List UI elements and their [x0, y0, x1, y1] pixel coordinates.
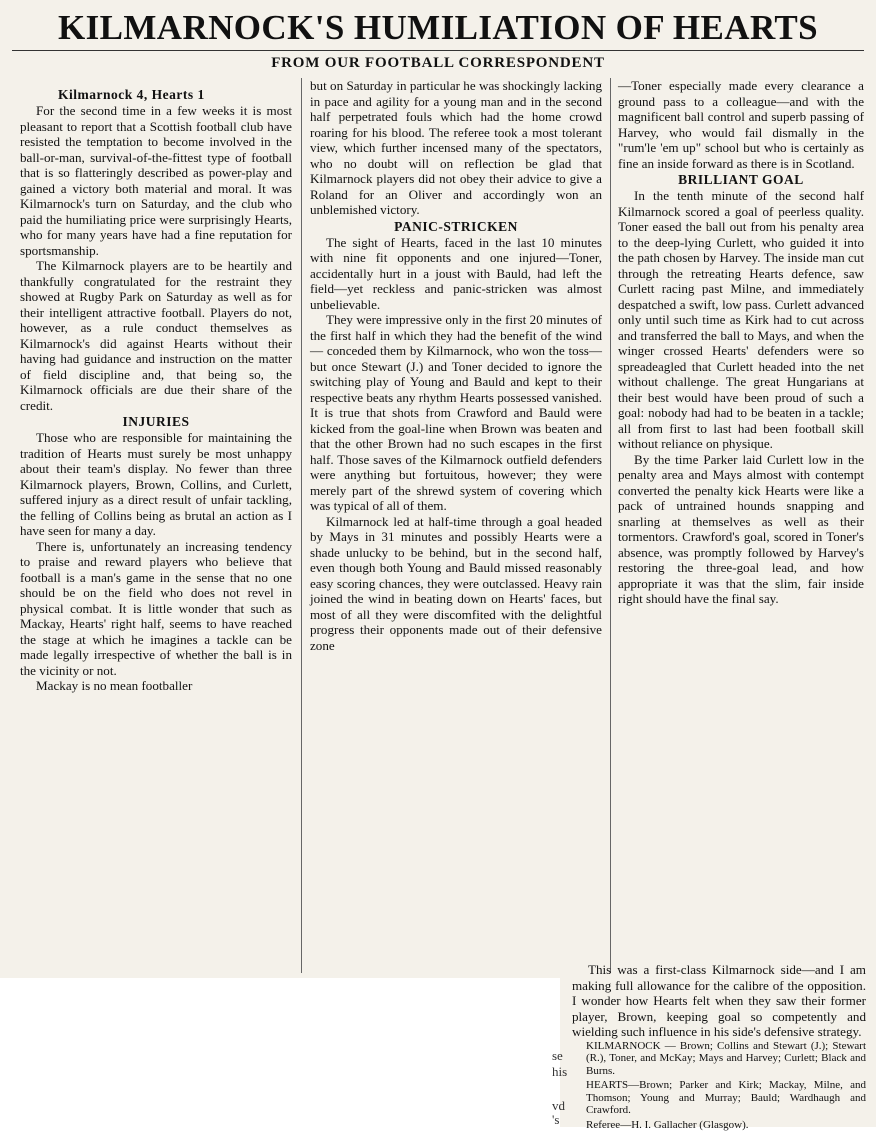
referee-line: Referee—H. I. Gallacher (Glasgow). — [572, 1119, 866, 1131]
margin-fragment: vd — [552, 1098, 566, 1114]
subheading-brilliant-goal: BRILLIANT GOAL — [618, 171, 864, 188]
paragraph: For the second time in a few weeks it is most pleasant to report that a Scottish football club have resisted the temptation to become involved in the ball-or-man, survival-of-the-fittest type of football that is so flatteringly described as power-play and gained a victory both material and moral. It was Kilmarnock's turn on Saturday, and the club who paid the humiliating price were surprisingly Hearts, who for many years have had a fine reputation for sportsmanship. — [20, 103, 292, 258]
paragraph: Mackay is no mean footballer — [20, 678, 292, 694]
paragraph: Kilmarnock led at half-time through a goal headed by Mays in 31 minutes and possibly Hearts were a shade unlucky to be behind, but in the second half, even though both Young and Bauld missed reasonably easy scoring chances, they were outclassed. Heavy rain joined the wind in beating down on Hearts' faces, but most of all they were discomfited with the delightful progress their opponents made out of their defensive zone — [310, 514, 602, 654]
paragraph: In the tenth minute of the second half Kilmarnock scored a goal of peerless quality. Toner eased the ball out from his penalty area to the deep-lying Curlett, who guided it into the path chosen by Harvey. The inside man cut through the retreating Hearts defence, saw Curlett racing past Milne, and immediately despatched a swift, low pass. Curlett advanced only until such time as Kirk had to cut across and transferred the ball to Mays, and when the winger crossed Hearts' defenders were so spreadeagled that Curlett headed into the net without challenge. The great Hungarians at their best would have been proud of such a goal: nobody had had to be beaten in a tackle; all from first to last had been football skill without reliance on physique. — [618, 188, 864, 452]
paragraph: but on Saturday in particular he was shockingly lacking in pace and agility for a young man and in the second half perpetrated fouls which had the home crowd roaring for his blood. The referee took a most tolerant view, which further incensed many of the spectators, who no doubt will on reflection be glad that Kilmarnock players did not obey their advice to give a Roland for an Oliver and accordingly won an unblemished victory. — [310, 78, 602, 218]
margin-fragment: se — [552, 1048, 566, 1064]
clipping-extension — [560, 975, 876, 1127]
byline: FROM OUR FOOTBALL CORRESPONDENT — [0, 53, 876, 73]
article-column-3 — [618, 78, 864, 607]
subheading-injuries: INJURIES — [20, 413, 292, 430]
match-result: Kilmarnock 4, Hearts 1 — [20, 86, 292, 103]
headline-rule — [12, 50, 864, 51]
margin-fragment: 's — [552, 1112, 566, 1128]
team-lineups — [572, 1040, 866, 1131]
paragraph: There is, unfortunately an increasing tendency to praise and reward players who believe that football is a man's game in the sense that no one should be on the field who does not revel in physical combat. It is little wonder that such as Mackay, Hearts' right half, seems to have reached the stage at which he imagines a tackle can be made legally irrespective of whether the ball is in the vicinity or not. — [20, 539, 292, 679]
headline: KILMARNOCK'S HUMILIATION OF HEARTS — [0, 6, 876, 50]
article-column-1 — [20, 86, 292, 694]
paragraph: By the time Parker laid Curlett low in the penalty area and Mays almost with contempt converted the penalty kick Hearts were like a pack of untrained hounds snapping and snarling at themselves as well as their tormentors. Crawford's goal, scored in Toner's absence, was promptly followed by Harvey's restoring the three-goal lead, and how appropriate it was that the slim, fair inside right should have the final say. — [618, 452, 864, 607]
paragraph: The Kilmarnock players are to be heartily and thankfully congratulated for the restraint they showed at Rugby Park on Saturday as well as for their intelligent attractive football. Players do not, however, as a rule conduct themselves as Kilmarnock's did against Hearts without their having had guidance and instruction on the matter of field discipline and, that being so, the Kilmarnock officials are due their share of the credit. — [20, 258, 292, 413]
paragraph: This was a first-class Kilmarnock side—and I am making full allowance for the calibre of the opposition. I wonder how Hearts felt when they saw their former player, Brown, keeping goal so competently and wielding such influence in his side's defensive strategy. — [572, 962, 866, 1040]
article-column-2 — [310, 78, 602, 653]
paragraph: —Toner especially made every clearance a ground pass to a colleague—and with the magnificent ball control and superb passing of Harvey, who would fail dismally in the "rum'le 'em up" school but who is certainly as fine an inside forward as there is in Scotland. — [618, 78, 864, 171]
paragraph: They were impressive only in the first 20 minutes of the first half in which they had the benefit of the wind — conceded them by Kilmarnock, who won the toss—but once Stewart (J.) and Toner decided to ignore the switching play of Young and Bauld and kept to their respective beats any rhythm Hearts possessed vanished. It is true that shots from Crawford and Bauld were kicked from the goal-line when Brown was beaten and that the other Brown had no such escapes in the first half. Those saves of the Kilmarnock outfield defenders were anything but fortuitous, however; they were merely part of the shrewd system of covering which was typical of all of them. — [310, 312, 602, 514]
lineup-hearts: HEARTS—Brown; Parker and Kirk; Mackay, Milne, and Thomson; Young and Murray; Bauld; Wardhaugh and Crawford. — [572, 1079, 866, 1117]
paragraph: The sight of Hearts, faced in the last 10 minutes with nine fit opponents and one injured—Toner, accidentally hurt in a joust with Bauld, had left the field—yet reckless and panic-stricken was almost unbelievable. — [310, 235, 602, 313]
margin-fragment: his — [552, 1064, 566, 1080]
column-rule-2 — [610, 78, 611, 973]
paragraph: Those who are responsible for maintaining the tradition of Hearts must surely be most unhappy about their team's display. No fewer than three Kilmarnock players, Brown, Collins, and Curlett, suffered injury as a direct result of unfair tackling, the felling of Collins being as brutal an action as I have seen for many a day. — [20, 430, 292, 539]
column-rule-1 — [301, 78, 302, 973]
subheading-panic-stricken: PANIC-STRICKEN — [310, 218, 602, 235]
article-column-3-continued — [572, 962, 866, 1131]
lineup-kilmarnock: KILMARNOCK — Brown; Collins and Stewart (J.); Stewart (R.), Toner, and McKay; Mays and Harvey; Curlett; Black and Burns. — [572, 1040, 866, 1078]
